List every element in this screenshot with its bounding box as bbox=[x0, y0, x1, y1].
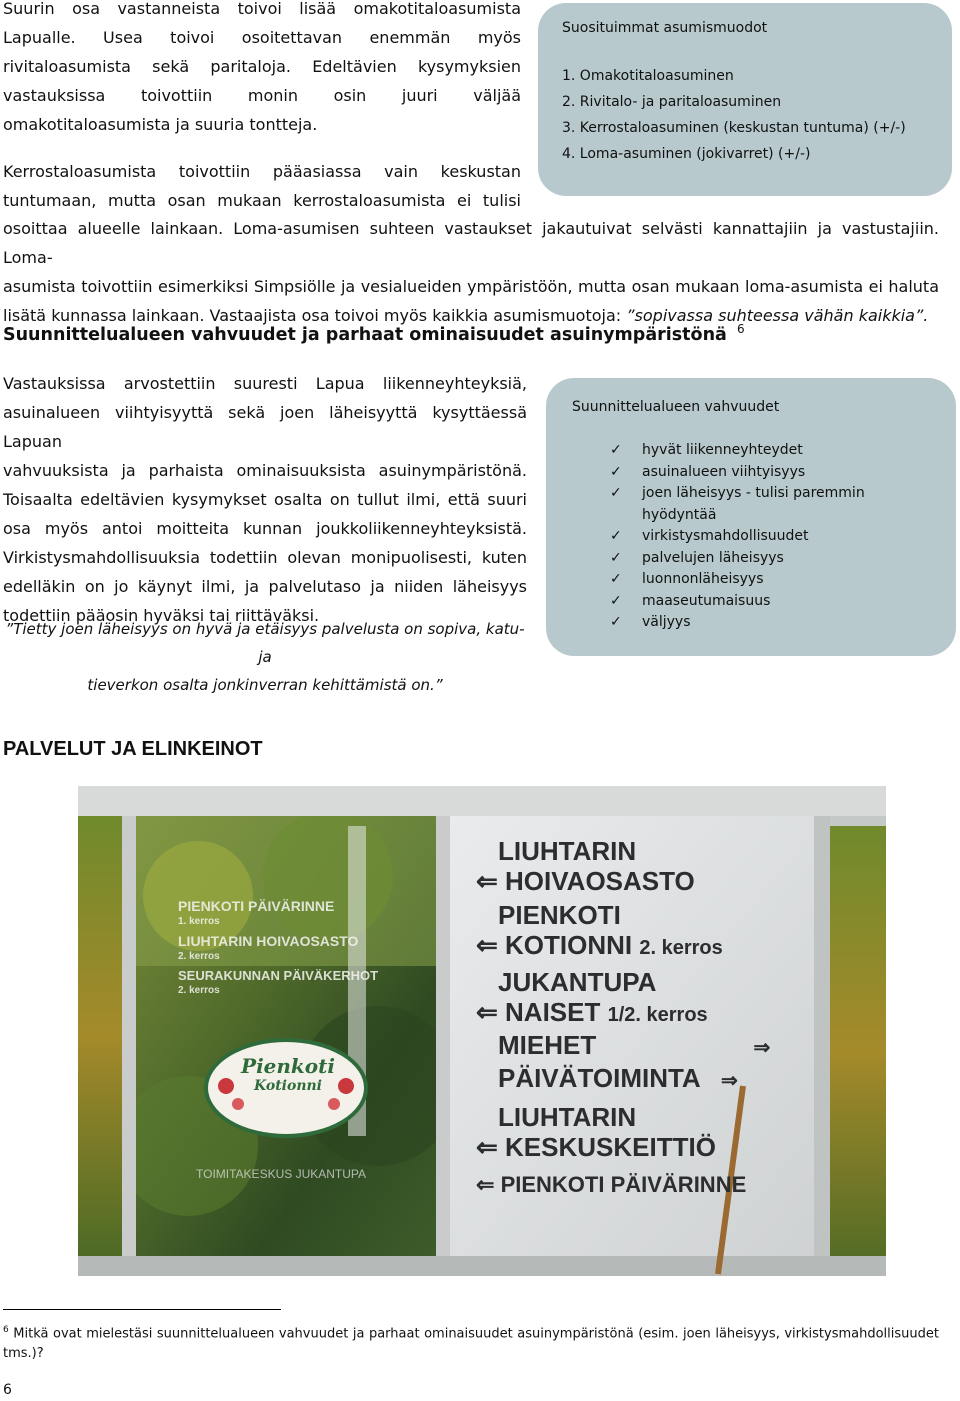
check-item-label: virkistysmahdollisuudet bbox=[642, 528, 809, 544]
window-lettering bbox=[178, 898, 378, 996]
text-line: osoittaa alueelle lainkaan. Loma-asumisen suhteen vastaukset jakautuivat selvästi kannattajiin ja vastustajiin. Loma- bbox=[3, 219, 939, 267]
check-icon: ✓ bbox=[610, 592, 622, 609]
check-item bbox=[610, 569, 910, 591]
check-icon: ✓ bbox=[610, 442, 622, 458]
sign-text: HOIVAOSASTO bbox=[505, 866, 695, 896]
section-heading: PALVELUT JA ELINKEINOT bbox=[3, 738, 263, 760]
sign-line: LIUHTARIN bbox=[498, 836, 637, 866]
resident-quote bbox=[3, 615, 527, 699]
check-item bbox=[610, 612, 910, 634]
window-footer-text: TOIMITAKESKUS JUKANTUPA bbox=[196, 1167, 367, 1181]
list-item: 4. Loma-asuminen (jokivarret) (+/-) bbox=[562, 146, 811, 162]
sign-line: JUKANTUPA bbox=[498, 967, 657, 997]
box-title: Suunnittelualueen vahvuudet bbox=[572, 399, 780, 415]
strengths-box bbox=[546, 378, 956, 656]
text-line: todettiin pääosin hyväksi tai riittäväksi. bbox=[3, 606, 320, 625]
strengths-heading bbox=[3, 322, 745, 345]
check-icon: ✓ bbox=[610, 485, 622, 501]
logo-line: Pienkoti bbox=[241, 1054, 335, 1078]
quote-line: tieverkon osalta jonkinverran kehittämistä on.” bbox=[87, 676, 443, 694]
list-item: 1. Omakotitaloasuminen bbox=[562, 68, 734, 84]
entrance-signage-photo bbox=[78, 786, 886, 1276]
check-item bbox=[610, 548, 910, 570]
check-item-label: joen läheisyys - tulisi paremmin hyödyntää bbox=[642, 485, 865, 523]
sign-text: PIENKOTI PÄIVÄRINNE bbox=[500, 1172, 747, 1197]
window-line: 2. kerros bbox=[178, 985, 220, 996]
window-line: PIENKOTI PÄIVÄRINNE bbox=[178, 898, 335, 914]
sign-line bbox=[476, 1063, 806, 1096]
arrow-right-icon: ⇒ bbox=[753, 1037, 771, 1059]
sign-line bbox=[476, 930, 806, 963]
heading-text: Suunnittelualueen vahvuudet ja parhaat ominaisuudet asuinympäristönä bbox=[3, 324, 727, 345]
text-line: omakotitaloasumista ja suuria tontteja. bbox=[3, 115, 318, 134]
sign-subtext: 2. kerros bbox=[639, 937, 723, 959]
footnote-number: 6 bbox=[3, 1325, 9, 1335]
text-line: Toisaalta edeltävien kysymykset osalta on tullut ilmi, että suuri bbox=[3, 490, 527, 509]
window-line: 2. kerros bbox=[178, 951, 220, 962]
check-item bbox=[610, 526, 910, 548]
text-line: Lapualle. Usea toivoi osoitettavan enemmän myös bbox=[3, 28, 521, 47]
intro-paragraph-1 bbox=[3, 0, 521, 139]
sign-line bbox=[476, 1170, 806, 1200]
sign-line bbox=[476, 997, 806, 1030]
text-line: tuntumaan, mutta osan mukaan kerrostaloasumista ei tulisi bbox=[3, 191, 521, 210]
arrow-left-icon: ⇐ bbox=[476, 997, 498, 1027]
logo-line: Kotionni bbox=[254, 1078, 322, 1094]
check-icon: ✓ bbox=[610, 549, 622, 566]
arrow-left-icon: ⇐ bbox=[476, 930, 498, 960]
sign-line: PIENKOTI bbox=[498, 900, 621, 930]
check-icon: ✓ bbox=[610, 528, 622, 544]
sign-text: NAISET bbox=[505, 997, 601, 1027]
sign-text: MIEHET bbox=[498, 1030, 597, 1060]
text-line: Vastauksissa arvostettiin suuresti Lapua liikenneyhteyksiä, bbox=[3, 374, 527, 393]
check-item bbox=[610, 483, 910, 526]
intro-paragraph-2-full bbox=[3, 214, 939, 330]
sign-line bbox=[476, 866, 806, 896]
check-item-label: luonnonläheisyys bbox=[642, 571, 764, 587]
check-item bbox=[610, 591, 910, 613]
text-line: rivitaloasumista sekä paritaloja. Edeltävien kysymyksien bbox=[3, 57, 521, 76]
check-item-label: maaseutumaisuus bbox=[642, 592, 771, 609]
window-line: LIUHTARIN HOIVAOSASTO bbox=[178, 933, 359, 949]
logo-text bbox=[228, 1054, 348, 1094]
list-item: 3. Kerrostaloasuminen (keskustan tuntuma) (+/-) bbox=[562, 120, 906, 136]
box-title: Suosituimmat asumismuodot bbox=[562, 20, 768, 36]
list-item: 2. Rivitalo- ja paritaloasuminen bbox=[562, 94, 782, 110]
window-line: 1. kerros bbox=[178, 916, 220, 927]
italic-quote: ”sopivassa suhteessa vähän kaikkia”. bbox=[626, 306, 929, 325]
sign-text: KESKUSKEITTIÖ bbox=[505, 1132, 716, 1162]
text-line: Virkistysmahdollisuuksia todettiin olevan monipuolisesti, kuten bbox=[3, 548, 527, 567]
footnote-text: Mitkä ovat mielestäsi suunnittelualueen vahvuudet ja parhaat ominaisuudet asuinympäristönä (esim. joen läheisyys, virkistysmahdollisuudet tms.)? bbox=[3, 1326, 939, 1362]
text-line: asumista toivottiin esimerkiksi Simpsiölle ja vesialueiden ympäristöön, mutta osan mukaan loma-asumista ei haluta bbox=[3, 277, 939, 296]
strengths-checklist bbox=[610, 440, 910, 634]
text-line: edelläkin on jo käynyt ilmi, ja palvelutaso ja niiden läheisyys bbox=[3, 577, 527, 596]
arrow-left-icon: ⇐ bbox=[476, 1132, 498, 1162]
arrow-left-icon: ⇐ bbox=[476, 866, 498, 896]
ranked-list bbox=[562, 63, 906, 167]
check-item-label: hyvät liikenneyhteydet bbox=[642, 442, 803, 458]
intro-paragraph-2 bbox=[3, 157, 521, 215]
footnote-ref: 6 bbox=[736, 322, 745, 336]
text-line: vastauksissa toivottiin monin osin juuri väljää bbox=[3, 86, 521, 105]
sign-subtext: 1/2. kerros bbox=[607, 1004, 708, 1026]
arrow-right-icon: ⇒ bbox=[720, 1070, 738, 1092]
check-icon: ✓ bbox=[610, 614, 622, 630]
check-icon: ✓ bbox=[610, 571, 622, 587]
text-line: asuinalueen viihtyisyyttä sekä joen läheisyyttä kysyttäessä Lapuan bbox=[3, 403, 527, 451]
check-item bbox=[610, 440, 910, 462]
sign-line bbox=[476, 1132, 806, 1162]
page-number: 6 bbox=[3, 1382, 12, 1398]
check-item bbox=[610, 462, 910, 484]
text-line: Kerrostaloasumista toivottiin pääasiassa vain keskustan bbox=[3, 162, 521, 181]
popular-housing-box bbox=[538, 3, 952, 196]
sign-line bbox=[476, 1030, 806, 1063]
strengths-paragraph bbox=[3, 369, 527, 630]
text-line: vahvuuksista ja parhaista ominaisuuksista asuinympäristönä. bbox=[3, 461, 527, 480]
sign-text: KOTIONNI bbox=[505, 930, 633, 960]
sign-line: LIUHTARIN bbox=[498, 1102, 637, 1132]
direction-sign bbox=[476, 836, 806, 1200]
check-item-label: väljyys bbox=[642, 614, 691, 630]
text-line: osa myös antoi moitteita kunnan joukkoliikenneyhteyksistä. bbox=[3, 519, 527, 538]
check-icon: ✓ bbox=[610, 463, 622, 480]
quote-line: ”Tietty joen läheisyys on hyvä ja etäisyys palvelusta on sopiva, katu- ja bbox=[5, 620, 525, 666]
footnote bbox=[3, 1320, 939, 1364]
arrow-left-icon: ⇐ bbox=[476, 1172, 495, 1197]
text-span: lisätä kunnassa lainkaan. Vastaajista osa toivoi myös kaikkia asumismuotoja: bbox=[3, 306, 627, 325]
footnote-rule bbox=[3, 1309, 281, 1310]
window-line: SEURAKUNNAN PÄIVÄKERHOT bbox=[178, 968, 379, 983]
text-line: Suurin osa vastanneista toivoi lisää omakotitaloasumista bbox=[3, 0, 521, 18]
check-item-label: palvelujen läheisyys bbox=[642, 549, 784, 566]
check-item-label: asuinalueen viihtyisyys bbox=[642, 463, 806, 480]
sign-text: PÄIVÄTOIMINTA bbox=[498, 1063, 700, 1093]
